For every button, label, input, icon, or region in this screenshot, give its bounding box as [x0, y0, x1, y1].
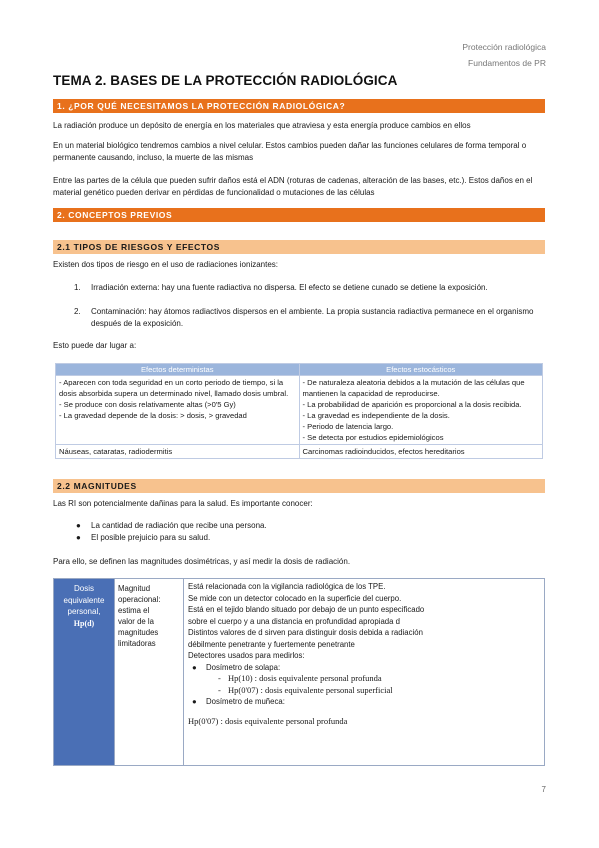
paragraph: Esto puede dar lugar a:: [53, 341, 137, 350]
bullet-icon: ●: [192, 662, 197, 672]
cell-line: - La gravedad depende de la dosis: > dosis, > gravedad: [59, 411, 247, 420]
table-cell: [299, 376, 543, 445]
bullet-icon: ●: [76, 521, 81, 530]
dosimeter-item: [188, 696, 540, 708]
cell-line: valor de la: [118, 617, 154, 626]
table-cell: Náuseas, cataratas, radiodermitis: [56, 445, 300, 459]
cell-line: - La gravedad es independiente de la dosis.: [302, 411, 450, 420]
magnitudes-table: [53, 578, 545, 766]
cell-line: Distintos valores de d sirven para distinguir dosis debida a radiación: [188, 628, 423, 637]
cell-line: Está en el tejido blando situado por debajo de un punto especificado: [188, 605, 425, 614]
magnitude-description-cell: [184, 579, 544, 765]
section-heading-2: 2. CONCEPTOS PREVIOS: [53, 208, 545, 222]
header-section: Fundamentos de PR: [468, 58, 546, 68]
table-header: Efectos deterministas: [56, 364, 300, 376]
dash-icon: -: [218, 673, 221, 683]
cell-line: - De naturaleza aleatoria debidos a la mutación de las células que mantienen la capacidad de reproducirse.: [302, 378, 525, 398]
cell-line: operacional:: [118, 595, 161, 604]
cell-line: - Aparecen con toda seguridad en un corto periodo de tiempo, si la dosis absorbida supera un determinado nivel, llamado dosis umbral.: [59, 378, 289, 398]
cell-line: equivalente: [63, 595, 105, 605]
cell-line: Magnitud: [118, 584, 151, 593]
dosimeter-subitem: [188, 685, 540, 697]
section-heading-1: 1. ¿POR QUÉ NECESITAMOS LA PROTECCIÓN RADIOLÓGICA?: [53, 99, 545, 113]
list-item: La cantidad de radiación que recibe una persona.: [91, 521, 267, 530]
list-item: Contaminación: hay átomos radiactivos dispersos en el ambiente. La propia sustancia radiactiva permanece en el organismo después de la exposición.: [91, 307, 534, 328]
cell-line: Dosímetro de muñeca:: [206, 697, 285, 706]
header-subject: Protección radiológica: [462, 42, 546, 52]
paragraph: Para ello, se definen las magnitudes dosimétricas, y así medir la dosis de radiación.: [53, 557, 351, 566]
cell-line: Hp(0'07) : dosis equivalente personal profunda: [188, 715, 348, 726]
cell-line: personal,: [67, 607, 101, 616]
magnitude-name-cell: [54, 579, 114, 765]
paragraph: Entre las partes de la célula que pueden sufrir daños está el ADN (roturas de cadenas, alteración de las bases, etc.). Estos daños en el material genético pueden derivar en pérdidas de funcionalidad o mutaciones de las células: [53, 176, 533, 197]
cell-line: sobre el cuerpo y a una distancia en profundidad apropiada d: [188, 616, 400, 626]
bullet-icon: ●: [192, 697, 197, 706]
paragraph: Existen dos tipos de riesgo en el uso de radiaciones ionizantes:: [53, 260, 279, 269]
subsection-heading-2-1: 2.1 TIPOS DE RIESGOS Y EFECTOS: [53, 240, 545, 254]
cell-line: limitadoras: [118, 639, 156, 648]
effects-table: [55, 363, 543, 459]
paragraph: Las RI son potencialmente dañinas para la salud. Es importante conocer:: [53, 499, 313, 508]
cell-line: débilmente penetrante y fuertemente penetrante: [188, 639, 355, 649]
cell-line: - Periodo de latencia largo.: [302, 422, 394, 431]
cell-line: Se mide con un detector colocado en la superficie del cuerpo.: [188, 593, 402, 603]
bullet-icon: ●: [76, 533, 81, 542]
page-number: 7: [541, 785, 546, 794]
cell-line: Hp(0'07) : dosis equivalente personal superficial: [228, 684, 393, 695]
dosimeter-subitem: [188, 673, 540, 685]
cell-line: Está relacionada con la vigilancia radiológica de los TPE.: [188, 582, 386, 591]
cell-line: - Se detecta por estudios epidemiológicos: [302, 433, 444, 442]
table-header: Efectos estocásticos: [299, 364, 543, 376]
dosimeter-item: [188, 662, 540, 674]
list-item: El posible prejuicio para su salud.: [91, 533, 211, 542]
cell-line: Dosímetro de solapa:: [206, 662, 281, 672]
paragraph: La radiación produce un depósito de energía en los materiales que atraviesa y esta energía produce cambios en ellos: [53, 121, 471, 130]
magnitude-type-cell: [114, 579, 184, 765]
cell-line: magnitudes: [118, 628, 159, 637]
cell-line: Dosis: [73, 584, 94, 593]
list-number: 2.: [74, 307, 81, 316]
cell-line: Hp(10) : dosis equivalente personal profunda: [228, 673, 382, 683]
list-item: Irradiación externa: hay una fuente radiactiva no dispersa. El efecto se detiene cunado se detiene la exposición.: [91, 283, 488, 292]
page-title: TEMA 2. BASES DE LA PROTECCIÓN RADIOLÓGICA: [53, 73, 398, 88]
subsection-heading-2-2: 2.2 MAGNITUDES: [53, 479, 545, 493]
table-cell: [56, 376, 300, 445]
table-cell: Carcinomas radioinducidos, efectos hereditarios: [299, 445, 543, 459]
cell-line: - Se produce con dosis relativamente altas (>0'5 Gy): [59, 400, 236, 409]
cell-line: Detectores usados para medirlos:: [188, 651, 305, 660]
dash-icon: -: [218, 684, 221, 695]
list-number: 1.: [74, 283, 81, 292]
cell-line: - La probabilidad de aparición es proporcional a la dosis recibida.: [302, 400, 522, 409]
cell-line: estima el: [118, 606, 150, 615]
paragraph: En un material biológico tendremos cambios a nivel celular. Estos cambios pueden dañar las funciones celulares de forma temporal o permanente causando, incluso, la muerte de las mismas: [53, 141, 527, 162]
cell-line: Hp(d): [73, 618, 95, 628]
